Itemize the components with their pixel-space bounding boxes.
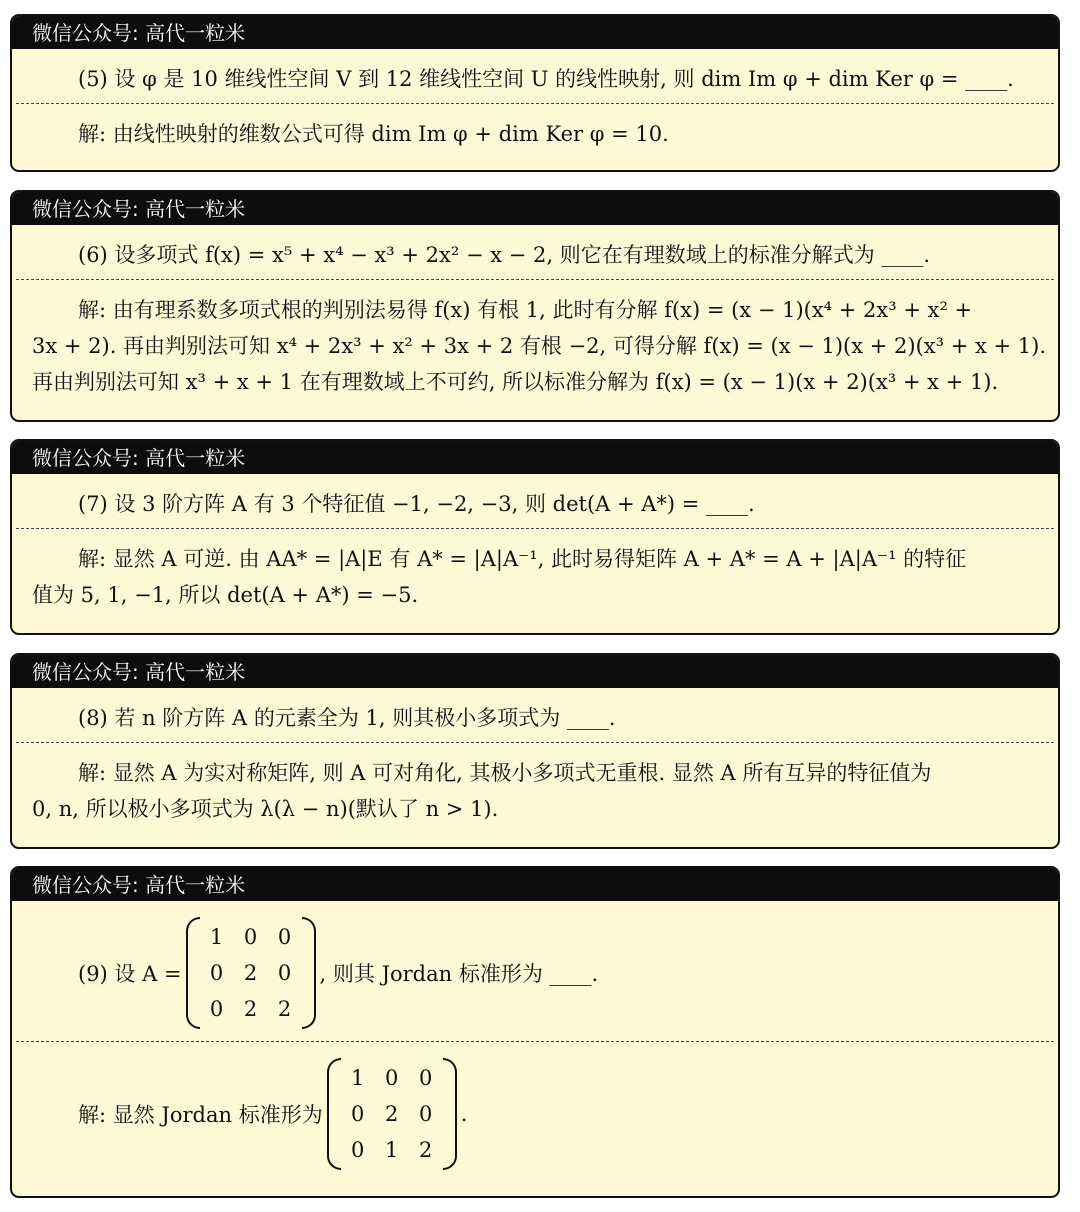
question-text [12, 901, 1058, 1041]
problem-box-6 [10, 190, 1060, 422]
matrix-entry: 0 [209, 961, 224, 985]
matrix-jordan [327, 1058, 457, 1170]
right-paren [443, 1058, 457, 1170]
box-title: 微信公众号: 高代一粒米 [12, 655, 1058, 688]
answer-line: 解: 由线性映射的维数公式可得 dim Im φ + dim Ker φ = 10. [78, 122, 669, 146]
right-paren [302, 917, 316, 1029]
matrix-entry: 1 [209, 925, 224, 949]
matrix-entry: 0 [209, 997, 224, 1021]
matrix-a [186, 917, 316, 1029]
matrix-entry: 0 [351, 1138, 365, 1162]
question-text: (6) 设多项式 f(x) = x⁵ + x⁴ − x³ + 2x² − x − 2, 则它在有理数域上的标准分解式为 ____. [78, 243, 931, 267]
answer-text [12, 1042, 1058, 1178]
matrix-entry: 0 [351, 1102, 365, 1126]
matrix-entry: 2 [419, 1138, 433, 1162]
answer-prefix: 解: 显然 Jordan 标准形为 [78, 1103, 323, 1127]
matrix-entry: 0 [277, 925, 292, 949]
matrix-entry: 2 [277, 997, 292, 1021]
matrix-entry: 2 [243, 961, 258, 985]
matrix-entry: 0 [419, 1102, 433, 1126]
answer-line: 再由判别法可知 x³ + x + 1 在有理数域上不可约, 所以标准分解为 f(x) = (x − 1)(x + 2)(x³ + x + 1). [32, 370, 999, 394]
answer-text [12, 104, 1058, 156]
problem-box-9 [10, 866, 1060, 1198]
answer-line: 解: 显然 A 可逆. 由 AA* = |A|E 有 A* = |A|A⁻¹, 此时易得矩阵 A + A* = A + |A|A⁻¹ 的特征 [78, 547, 967, 571]
answer-text [12, 529, 1058, 617]
matrix-grid [341, 1058, 443, 1170]
answer-text [12, 743, 1058, 831]
box-title: 微信公众号: 高代一粒米 [12, 868, 1058, 901]
problem-box-8 [10, 653, 1060, 849]
matrix-entry: 0 [385, 1066, 399, 1090]
matrix-entry: 0 [277, 961, 292, 985]
answer-line: 解: 显然 A 为实对称矩阵, 则 A 可对角化, 其极小多项式无重根. 显然 A 所有互异的特征值为 [78, 761, 932, 785]
matrix-entry: 2 [243, 997, 258, 1021]
matrix-entry: 1 [351, 1066, 365, 1090]
answer-line: 值为 5, 1, −1, 所以 det(A + A*) = −5. [32, 583, 419, 607]
problem-box-7 [10, 439, 1060, 635]
box-title: 微信公众号: 高代一粒米 [12, 192, 1058, 225]
question-text: (5) 设 φ 是 10 维线性空间 V 到 12 维线性空间 U 的线性映射, 则 dim Im φ + dim Ker φ = ____. [78, 67, 1014, 91]
left-paren [327, 1058, 341, 1170]
matrix-entry: 0 [243, 925, 258, 949]
problem-box-5 [10, 14, 1060, 172]
matrix-entry: 1 [385, 1138, 399, 1162]
answer-line: 0, n, 所以极小多项式为 λ(λ − n)(默认了 n > 1). [32, 797, 499, 821]
box-title: 微信公众号: 高代一粒米 [12, 441, 1058, 474]
answer-line: 解: 由有理系数多项式根的判别法易得 f(x) 有根 1, 此时有分解 f(x) = (x − 1)(x⁴ + 2x³ + x² + [78, 298, 973, 322]
box-title: 微信公众号: 高代一粒米 [12, 16, 1058, 49]
answer-line: 3x + 2). 再由判别法可知 x⁴ + 2x³ + x² + 3x + 2 有根 −2, 可得分解 f(x) = (x − 1)(x + 2)(x³ + x + 1). [32, 334, 1046, 358]
matrix-entry: 2 [385, 1102, 399, 1126]
matrix-grid [200, 917, 302, 1029]
question-prefix: (9) 设 A = [78, 962, 182, 986]
question-text: (8) 若 n 阶方阵 A 的元素全为 1, 则其极小多项式为 ____. [78, 706, 616, 730]
question-suffix: , 则其 Jordan 标准形为 ____. [319, 962, 599, 986]
matrix-entry: 0 [419, 1066, 433, 1090]
answer-text [12, 280, 1058, 404]
question-text: (7) 设 3 阶方阵 A 有 3 个特征值 −1, −2, −3, 则 det(A + A*) = ____. [78, 492, 755, 516]
left-paren [186, 917, 200, 1029]
answer-suffix: . [460, 1102, 468, 1126]
